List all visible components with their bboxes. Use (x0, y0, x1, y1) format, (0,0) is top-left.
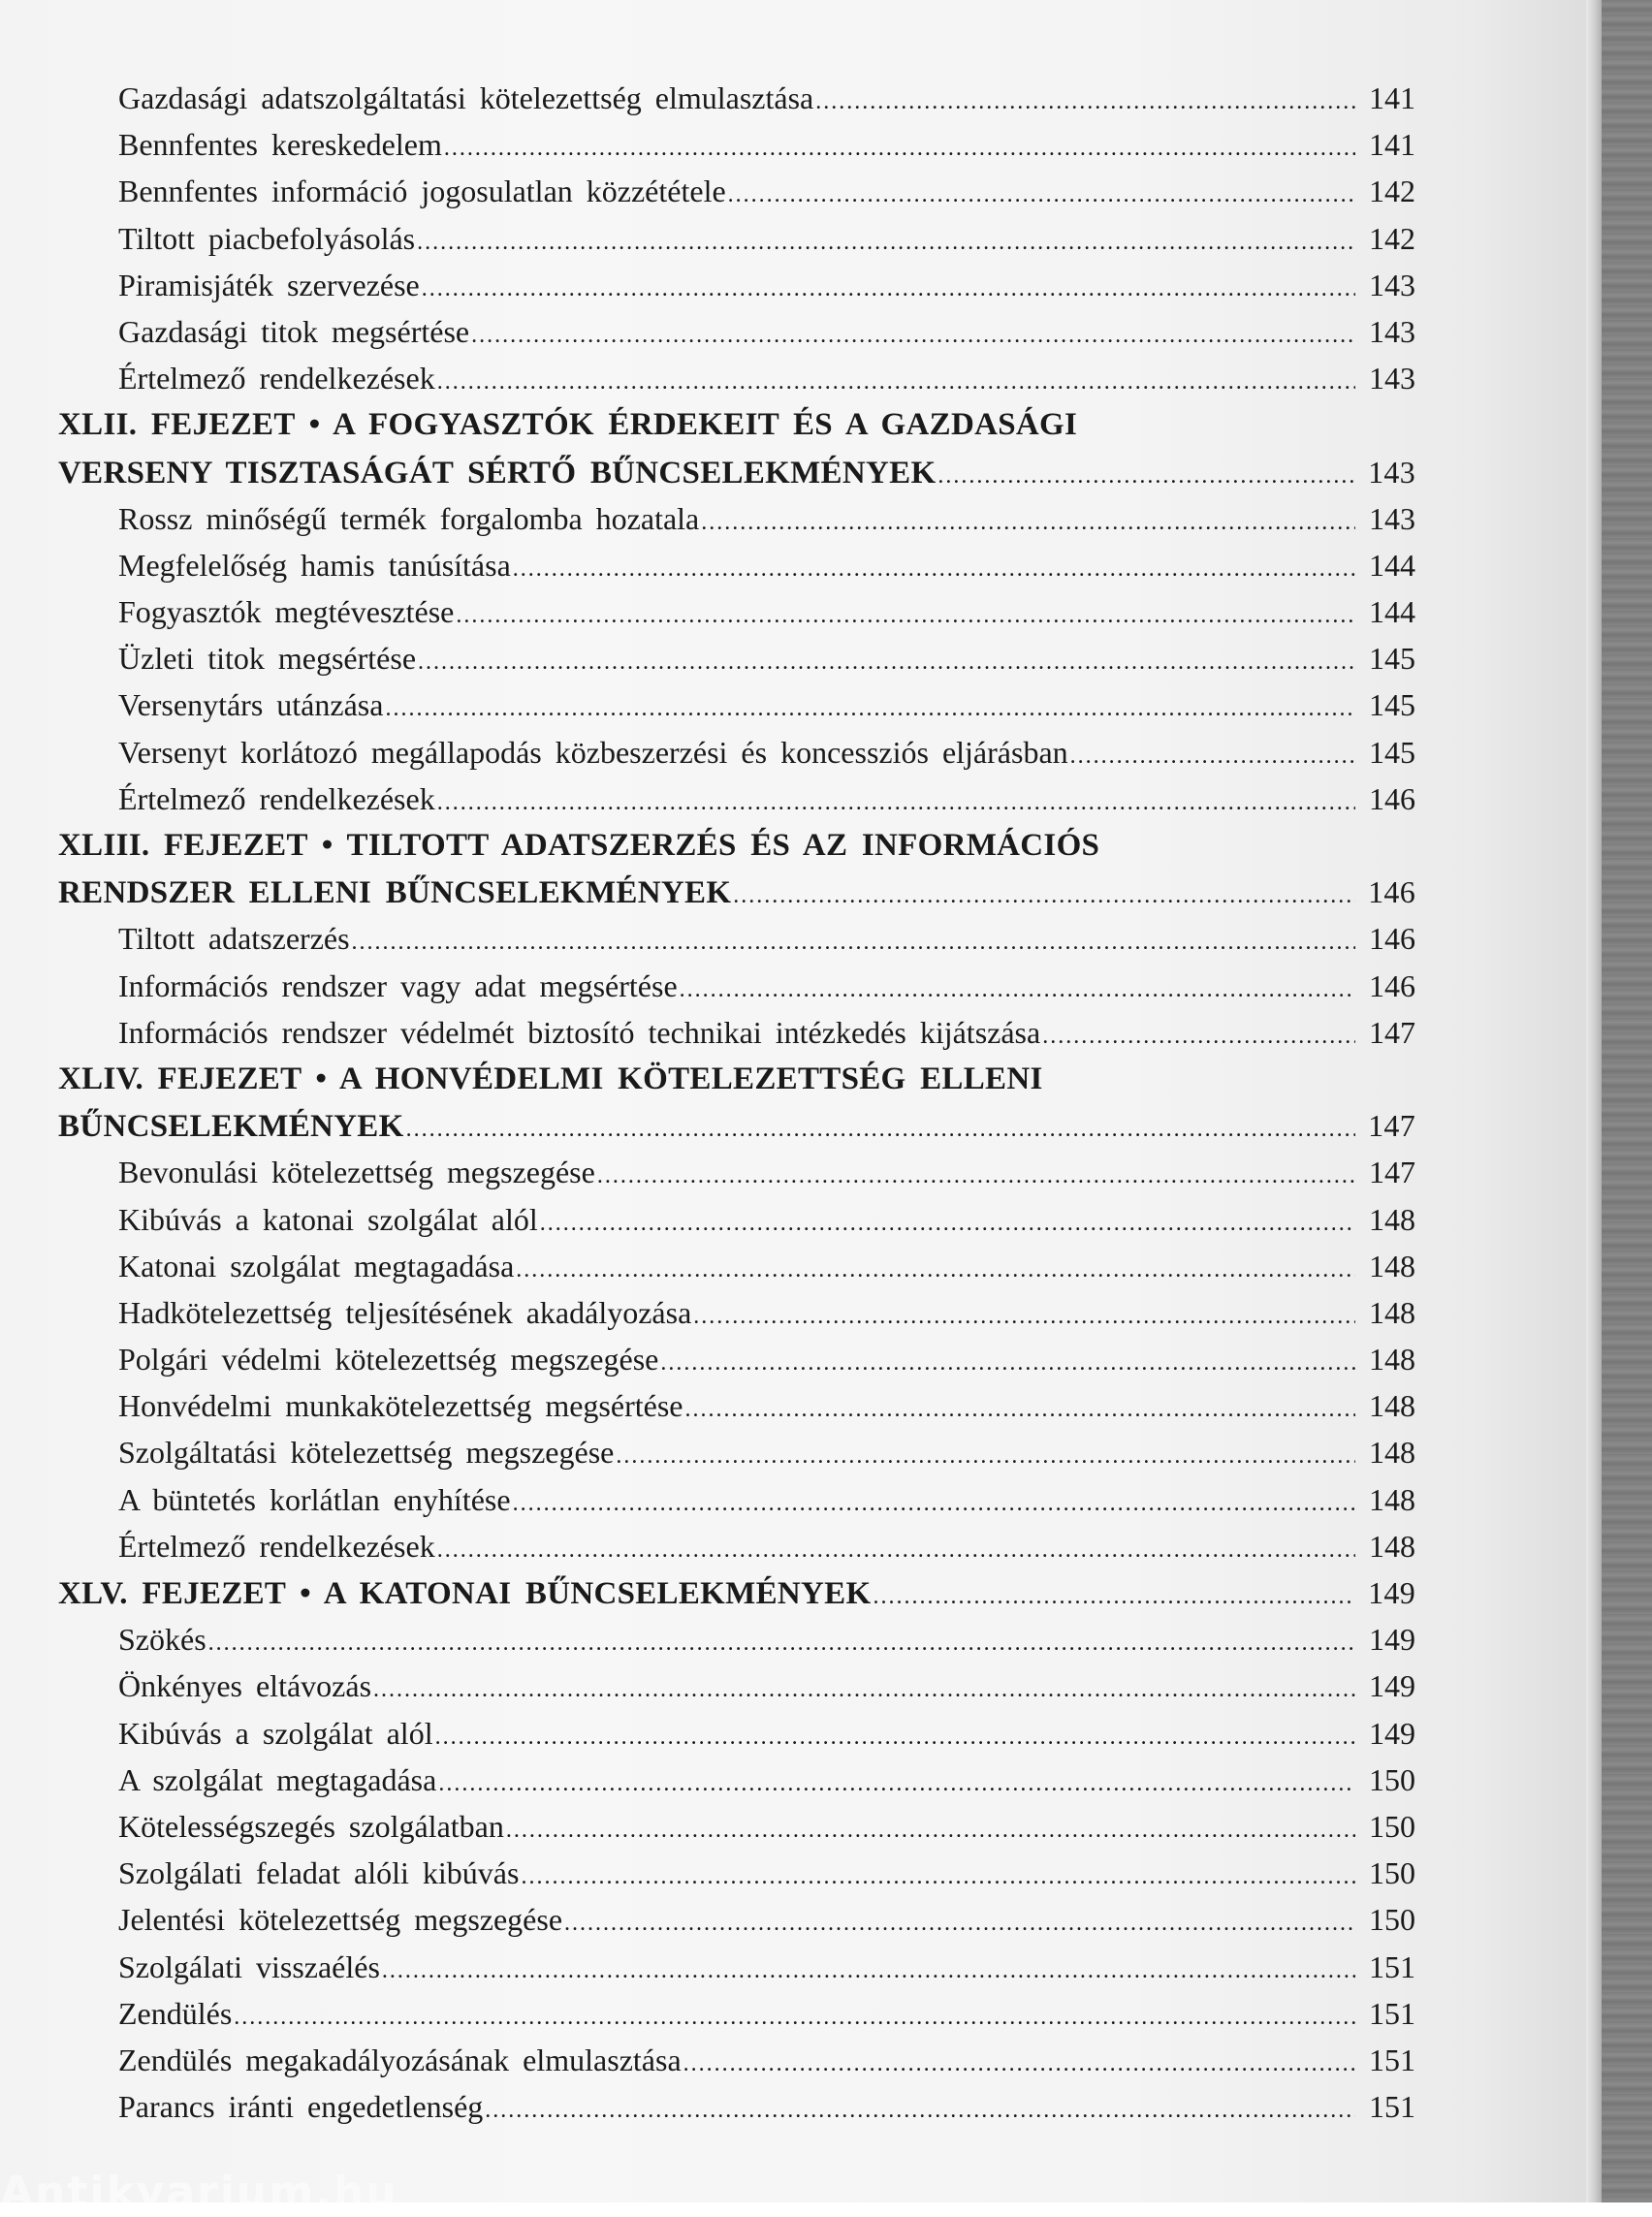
dot-leader (417, 219, 1355, 266)
toc-entry (58, 635, 1415, 681)
page-number: 149 (1369, 1715, 1415, 1751)
page-number: 151 (1369, 2089, 1415, 2125)
page-number: 149 (1369, 1668, 1415, 1704)
page-number: 148 (1369, 1481, 1415, 1517)
toc-entry-title: Értelmező rendelkezések (118, 780, 435, 816)
dot-leader (597, 1153, 1355, 1199)
toc-entry (58, 121, 1415, 168)
toc-entry-title: XLIV. FEJEZET • A HONVÉDELMI KÖTELEZETTSÉG ELLENI (58, 1061, 1043, 1096)
dot-leader (438, 1760, 1355, 1807)
page-number: 144 (1369, 594, 1415, 630)
background-surface (1602, 0, 1652, 2202)
chapter-heading (58, 822, 1415, 869)
toc-entry-title: Fogyasztók megtévesztése (118, 594, 455, 630)
toc-entry-title: XLV. FEJEZET • A KATONAI BŰNCSELEKMÉNYEK (58, 1576, 872, 1611)
toc-entry (58, 1757, 1415, 1803)
toc-entry (58, 588, 1415, 635)
page-number: 143 (1369, 267, 1415, 302)
watermark: Antikvarium.hu (0, 2168, 398, 2217)
page-number: 151 (1369, 2042, 1415, 2077)
toc-entry-title: Versenytárs utánzása (118, 687, 384, 723)
dot-leader (456, 592, 1355, 639)
chapter-heading-end (58, 869, 1415, 915)
toc-entry-title: Jelentési kötelezettség megszegése (118, 1902, 563, 1938)
toc-entry (58, 963, 1415, 1009)
dot-leader (684, 1386, 1355, 1433)
page-number: 150 (1369, 1902, 1415, 1938)
dot-leader (485, 2087, 1355, 2134)
toc-entry (58, 729, 1415, 776)
toc-entry-title: BŰNCSELEKMÉNYEK (58, 1109, 404, 1145)
page-number: 146 (1368, 874, 1415, 910)
toc-entry (58, 915, 1415, 962)
toc-entry (58, 1289, 1415, 1336)
page-number: 148 (1369, 1435, 1415, 1471)
dot-leader (873, 1573, 1355, 1620)
dot-leader (422, 266, 1355, 312)
page-number: 141 (1369, 127, 1415, 163)
toc-entry-title: XLIII. FEJEZET • TILTOTT ADATSZERZÉS ÉS AZ INFORMÁCIÓS (58, 828, 1100, 863)
page-number: 148 (1369, 1248, 1415, 1283)
toc-entry-title: Parancs iránti engedetlenség (118, 2089, 484, 2125)
page-number: 145 (1369, 734, 1415, 770)
toc-entry-title: Zendülés megakadályozásának elmulasztása (118, 2042, 682, 2077)
dot-leader (513, 546, 1355, 592)
dot-leader (513, 1480, 1355, 1527)
dot-leader (733, 872, 1355, 919)
toc-entry (58, 262, 1415, 308)
dot-leader (506, 1807, 1355, 1853)
toc-entry-title: Értelmező rendelkezések (118, 361, 435, 396)
dot-leader (693, 1293, 1355, 1340)
page-number: 146 (1369, 780, 1415, 816)
dot-leader (521, 1853, 1355, 1900)
toc-entry-title: Gazdasági adatszolgáltatási kötelezettség elmulasztása (118, 80, 814, 115)
toc-entry-title: XLII. FEJEZET • A FOGYASZTÓK ÉRDEKEIT ÉS A GAZDASÁGI (58, 407, 1078, 443)
dot-leader (437, 1527, 1355, 1573)
dot-leader (1042, 1013, 1355, 1060)
toc-entry-title: RENDSZER ELLENI BŰNCSELEKMÉNYEK (58, 875, 732, 911)
toc-entry-title: Tiltott adatszerzés (118, 921, 350, 957)
toc-entry (58, 1990, 1415, 2037)
dot-leader (471, 312, 1355, 359)
toc-entry (58, 542, 1415, 588)
toc-entry (58, 75, 1415, 121)
toc-entry (58, 1009, 1415, 1056)
page-number: 141 (1369, 80, 1415, 115)
dot-leader (352, 919, 1355, 966)
page-number: 146 (1369, 967, 1415, 1003)
toc-entry-title: Szökés (118, 1622, 206, 1658)
dot-leader (728, 172, 1355, 218)
dot-leader (540, 1200, 1355, 1247)
toc-entry-title: Hadkötelezettség teljesítésének akadályozása (118, 1294, 692, 1330)
toc-entry (58, 1616, 1415, 1663)
dot-leader (437, 359, 1355, 405)
toc-entry (58, 681, 1415, 728)
toc-entry (58, 1850, 1415, 1896)
page-number: 145 (1369, 687, 1415, 723)
dot-leader (234, 1994, 1355, 2041)
chapter-heading-end (58, 449, 1415, 495)
toc-entry (58, 1429, 1415, 1475)
page-number: 144 (1369, 547, 1415, 583)
dot-leader (516, 1247, 1355, 1293)
page-number: 145 (1369, 641, 1415, 677)
toc-entry (58, 1896, 1415, 1943)
dot-leader (815, 79, 1355, 125)
toc-entry-title: Önkényes eltávozás (118, 1668, 372, 1704)
toc-entry (58, 1803, 1415, 1850)
toc-entry-title: Megfelelőség hamis tanúsítása (118, 547, 511, 583)
toc-entry (58, 308, 1415, 355)
dot-leader (683, 2041, 1355, 2087)
toc-entry (58, 168, 1415, 214)
toc-entry-title: Szolgáltatási kötelezettség megszegése (118, 1435, 615, 1471)
page-number: 146 (1369, 921, 1415, 957)
page-number: 149 (1368, 1575, 1415, 1610)
toc-entry-title: Kibúvás a szolgálat alól (118, 1715, 433, 1751)
page-number: 143 (1369, 313, 1415, 349)
toc-entry-title: Bennfentes információ jogosulatlan közzététele (118, 174, 726, 209)
page-number: 143 (1369, 361, 1415, 396)
toc-entry-title: Katonai szolgálat megtagadása (118, 1248, 515, 1283)
toc-entry-title: Információs rendszer vagy adat megsértése (118, 967, 678, 1003)
toc-entry-title: Üzleti titok megsértése (118, 641, 417, 677)
page-number: 148 (1369, 1388, 1415, 1424)
page-number: 151 (1369, 1948, 1415, 1984)
toc-entry-title: Szolgálati feladat alóli kibúvás (118, 1855, 520, 1891)
page-number: 148 (1369, 1528, 1415, 1564)
page-number: 142 (1369, 220, 1415, 256)
toc-entry (58, 1149, 1415, 1195)
table-of-contents (58, 75, 1415, 2130)
dot-leader (208, 1620, 1355, 1666)
page-number: 151 (1369, 1995, 1415, 2031)
dot-leader (660, 1340, 1355, 1386)
toc-entry-title: Gazdasági titok megsértése (118, 313, 470, 349)
page-number: 150 (1369, 1808, 1415, 1844)
toc-entry (58, 1243, 1415, 1289)
toc-entry-title: Zendülés (118, 1995, 233, 2031)
dot-leader (937, 453, 1355, 499)
page-number: 148 (1369, 1342, 1415, 1378)
toc-entry-title: Kötelességszegés szolgálatban (118, 1808, 504, 1844)
page-number: 143 (1369, 500, 1415, 536)
toc-entry-title: A büntetés korlátlan enyhítése (118, 1481, 511, 1517)
dot-leader (680, 966, 1355, 1013)
chapter-heading-end (58, 1102, 1415, 1149)
toc-entry-title: Piramisjáték szervezése (118, 267, 420, 302)
chapter-heading (58, 1056, 1415, 1102)
dot-leader (616, 1433, 1355, 1479)
dot-leader (385, 685, 1355, 732)
page-number: 143 (1368, 454, 1415, 490)
toc-entry (58, 1476, 1415, 1523)
page-number: 149 (1369, 1622, 1415, 1658)
toc-entry-title: Versenyt korlátozó megállapodás közbeszerzési és koncessziós eljárásban (118, 734, 1068, 770)
toc-entry-title: Tiltott piacbefolyásolás (118, 220, 416, 256)
toc-entry (58, 495, 1415, 542)
toc-entry (58, 2037, 1415, 2083)
chapter-heading-end (58, 1569, 1415, 1616)
page-number: 142 (1369, 174, 1415, 209)
dot-leader (406, 1106, 1355, 1153)
toc-entry (58, 776, 1415, 822)
toc-entry-title: Bennfentes kereskedelem (118, 127, 442, 163)
toc-entry (58, 1663, 1415, 1709)
toc-entry (58, 215, 1415, 262)
page-number: 147 (1369, 1014, 1415, 1050)
toc-entry-title: Polgári védelmi kötelezettség megszegése (118, 1342, 659, 1378)
page-number: 150 (1369, 1761, 1415, 1797)
toc-entry-title: Bevonulási kötelezettség megszegése (118, 1155, 595, 1190)
toc-entry-title: VERSENY TISZTASÁGÁT SÉRTŐ BŰNCSELEKMÉNYEK (58, 455, 937, 491)
page-number: 150 (1369, 1855, 1415, 1891)
dot-leader (373, 1666, 1355, 1713)
toc-entry (58, 355, 1415, 401)
toc-entry (58, 1944, 1415, 1990)
chapter-heading (58, 401, 1415, 448)
page-number: 148 (1369, 1201, 1415, 1237)
toc-entry (58, 1196, 1415, 1243)
dot-leader (418, 639, 1355, 685)
page-number: 147 (1369, 1155, 1415, 1190)
toc-entry (58, 2083, 1415, 2130)
toc-entry-title: A szolgálat megtagadása (118, 1761, 437, 1797)
dot-leader (564, 1900, 1355, 1947)
toc-entry-title: Kibúvás a katonai szolgálat alól (118, 1201, 538, 1237)
toc-entry-title: Rossz minőségű termék forgalomba hozatala (118, 500, 700, 536)
toc-entry-title: Információs rendszer védelmét biztosító technikai intézkedés kijátszása (118, 1014, 1041, 1050)
dot-leader (701, 499, 1355, 546)
toc-entry (58, 1710, 1415, 1757)
toc-entry-title: Honvédelmi munkakötelezettség megsértése (118, 1388, 683, 1424)
dot-leader (1070, 733, 1355, 779)
dot-leader (437, 779, 1355, 826)
page-number: 147 (1368, 1108, 1415, 1144)
dot-leader (435, 1714, 1355, 1760)
toc-entry (58, 1336, 1415, 1382)
toc-entry (58, 1382, 1415, 1429)
toc-entry-title: Szolgálati visszaélés (118, 1948, 380, 1984)
toc-entry (58, 1523, 1415, 1569)
dot-leader (444, 125, 1355, 172)
toc-entry-title: Értelmező rendelkezések (118, 1528, 435, 1564)
page-number: 148 (1369, 1294, 1415, 1330)
dot-leader (382, 1948, 1355, 1994)
